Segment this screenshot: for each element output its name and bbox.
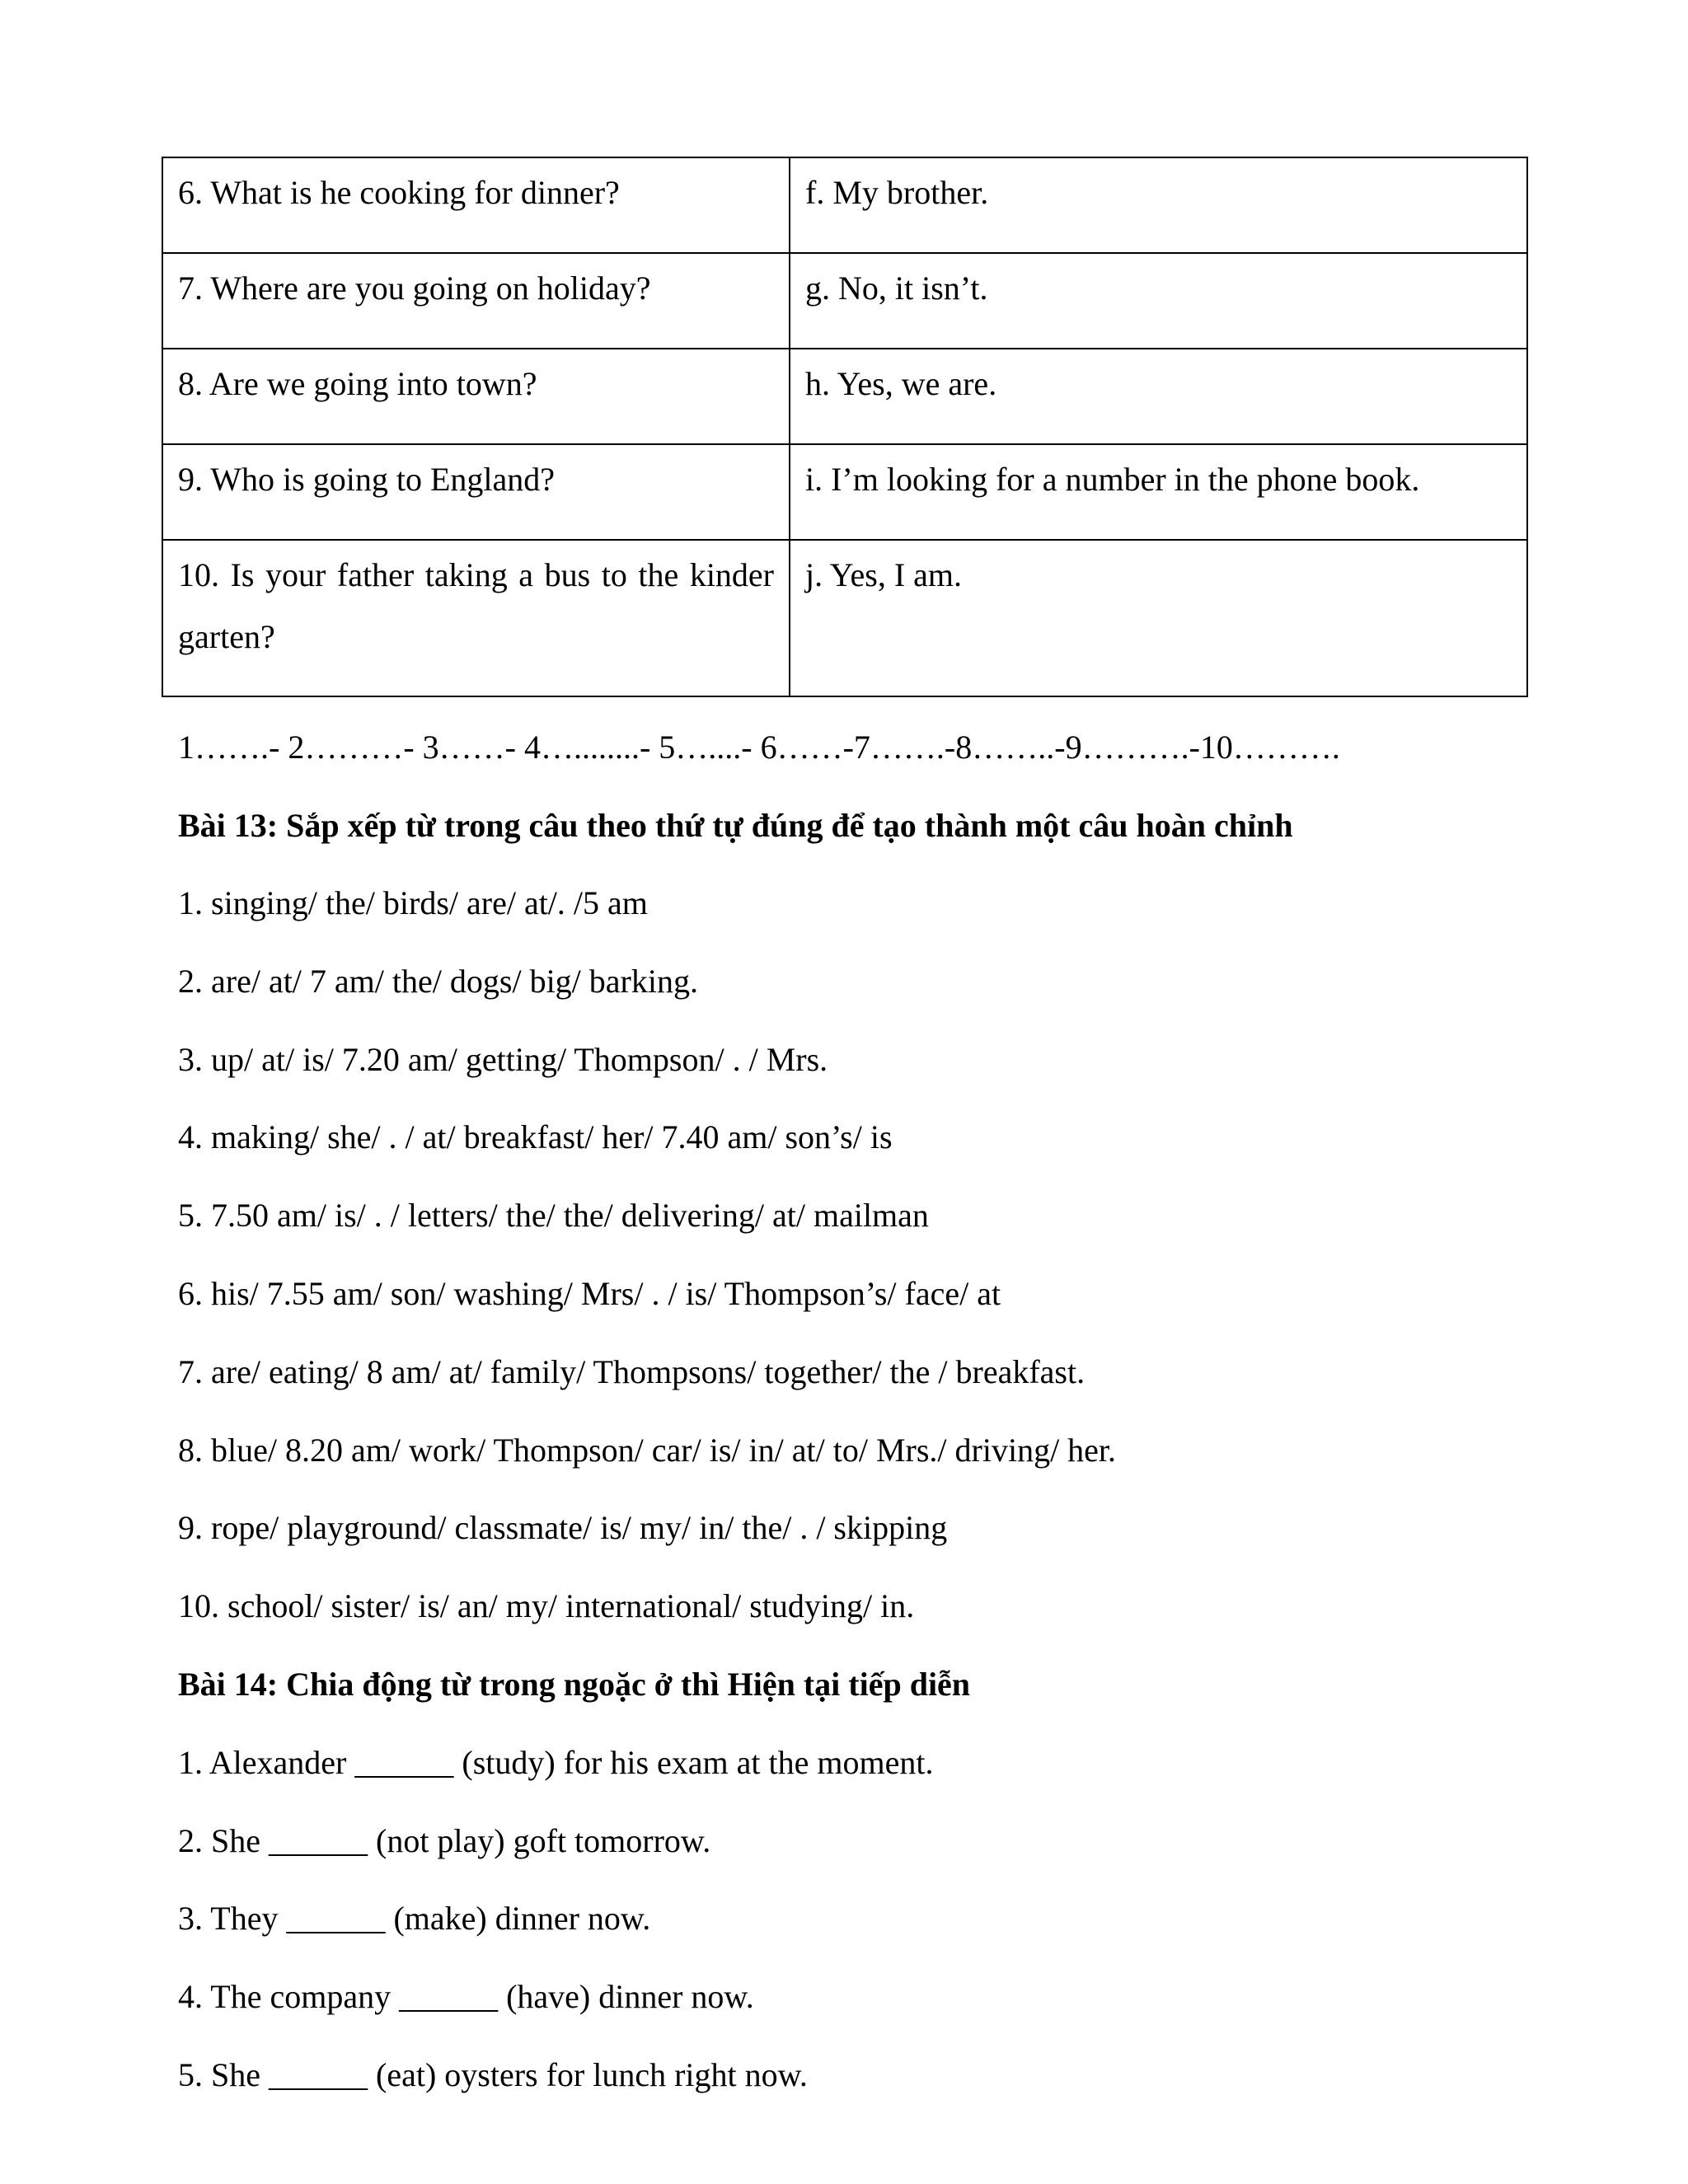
answer-cell: h. Yes, we are. xyxy=(790,349,1527,444)
table-row xyxy=(162,444,1527,540)
question-cell: 8. Are we going into town? xyxy=(162,349,790,444)
exercise-13-item-1: 1. singing/ the/ birds/ are/ at/. /5 am xyxy=(178,884,648,921)
exercise-14-item-5: 5. She ______ (eat) oysters for lunch right now. xyxy=(178,2056,808,2093)
matching-table xyxy=(162,157,1528,697)
exercise-14-item-2: 2. She ______ (not play) goft tomorrow. xyxy=(178,1822,711,1859)
exercise-14-heading: Bài 14: Chia động từ trong ngoặc ở thì Hiện tại tiếp diễn xyxy=(178,1666,971,1703)
exercise-13-item-6: 6. his/ 7.55 am/ son/ washing/ Mrs/ . / is/ Thompson’s/ face/ at xyxy=(178,1275,1001,1312)
table-row xyxy=(162,253,1527,349)
table-row xyxy=(162,540,1527,696)
question-cell: 6. What is he cooking for dinner? xyxy=(162,157,790,253)
answer-cell: i. I’m looking for a number in the phone book. xyxy=(790,444,1527,540)
question-cell: 10. Is your father taking a bus to the kinder garten? xyxy=(162,540,790,696)
exercise-13-item-2: 2. are/ at/ 7 am/ the/ dogs/ big/ barking. xyxy=(178,963,698,1000)
answer-key-line: 1…….- 2………- 3……- 4…........- 5…....- 6……-7…….-8……..-9……….-10………. xyxy=(178,729,1340,766)
exercise-13-item-5: 5. 7.50 am/ is/ . / letters/ the/ the/ delivering/ at/ mailman xyxy=(178,1197,929,1234)
exercise-13-item-9: 9. rope/ playground/ classmate/ is/ my/ in/ the/ . / skipping xyxy=(178,1509,948,1546)
answer-cell: j. Yes, I am. xyxy=(790,540,1527,696)
question-cell: 9. Who is going to England? xyxy=(162,444,790,540)
answer-cell: g. No, it isn’t. xyxy=(790,253,1527,349)
exercise-13-item-10: 10. school/ sister/ is/ an/ my/ international/ studying/ in. xyxy=(178,1587,915,1624)
table-row xyxy=(162,349,1527,444)
exercise-14-item-3: 3. They ______ (make) dinner now. xyxy=(178,1900,651,1937)
question-cell: 7. Where are you going on holiday? xyxy=(162,253,790,349)
exercise-13-item-4: 4. making/ she/ . / at/ breakfast/ her/ 7.40 am/ son’s/ is xyxy=(178,1118,893,1155)
exercise-14-item-4: 4. The company ______ (have) dinner now. xyxy=(178,1978,754,2015)
answer-cell: f. My brother. xyxy=(790,157,1527,253)
exercise-13-item-3: 3. up/ at/ is/ 7.20 am/ getting/ Thompson/ . / Mrs. xyxy=(178,1041,828,1078)
exercise-13-item-7: 7. are/ eating/ 8 am/ at/ family/ Thompsons/ together/ the / breakfast. xyxy=(178,1353,1085,1390)
exercise-14-item-1: 1. Alexander ______ (study) for his exam at the moment. xyxy=(178,1744,934,1781)
table-row xyxy=(162,157,1527,253)
exercise-13-item-8: 8. blue/ 8.20 am/ work/ Thompson/ car/ is/ in/ at/ to/ Mrs./ driving/ her. xyxy=(178,1432,1117,1469)
exercise-13-heading: Bài 13: Sắp xếp từ trong câu theo thứ tự đúng để tạo thành một câu hoàn chỉnh xyxy=(178,807,1293,844)
